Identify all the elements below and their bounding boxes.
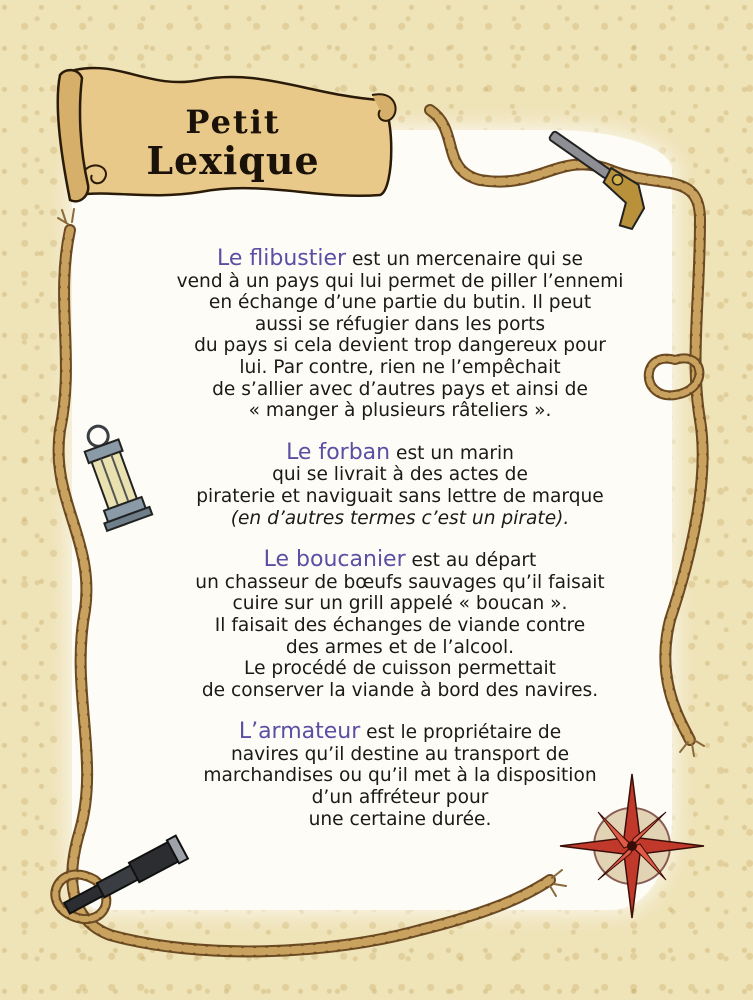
entry-line: de conserver la viande à bord des navires. <box>201 679 599 701</box>
entry-forban <box>140 439 660 529</box>
entry-line: navires qu’il destine au transport de <box>230 743 570 765</box>
entry-term: Le boucanier <box>263 547 406 573</box>
entry-line: de s’allier avec d’autres pays et ainsi de <box>212 378 588 400</box>
entry-line <box>140 248 660 271</box>
entry-text: est le propriétaire de <box>360 722 562 744</box>
entry-line: aussi se réfugier dans les ports <box>254 313 546 335</box>
entry-line: vend à un pays qui lui permet de piller l’ennemi <box>176 270 624 292</box>
entry-text: est au départ <box>405 550 537 572</box>
entry-line-italic: (en d’autres termes c’est un pirate). <box>230 507 570 529</box>
entry-text: est un mercenaire qui se <box>346 249 583 270</box>
entry-line: qui se livrait à des actes de <box>272 464 528 486</box>
entry-term: Le forban <box>286 439 391 465</box>
entry-line <box>140 721 660 744</box>
entry-line: du pays si cela devient trop dangereux pour <box>194 335 606 357</box>
entry-line: lui. Par contre, rien ne l’empêchait <box>239 356 561 378</box>
entry-line: Il faisait des échanges de viande contre <box>214 614 586 636</box>
page-title <box>118 103 348 193</box>
entry-line: cuire sur un grill appelé « boucan ». <box>232 593 568 615</box>
entry-line: une certaine durée. <box>308 808 492 830</box>
entry-term: Le flibustier <box>217 246 347 271</box>
entry-flibustier <box>140 248 660 422</box>
entry-line: piraterie et naviguait sans lettre de marque <box>196 485 604 507</box>
entry-boucanier <box>140 549 660 701</box>
title-line-1: Petit <box>185 103 281 141</box>
entry-line: « manger à plusieurs râteliers ». <box>248 400 552 422</box>
entry-line: Le procédé de cuisson permettait <box>244 658 556 680</box>
entry-line: marchandises ou qu’il met à la disposition <box>203 765 597 787</box>
entry-line <box>140 549 660 572</box>
entry-term: L’armateur <box>238 719 361 745</box>
entry-line: des armes et de l’alcool. <box>285 636 515 658</box>
entry-line: un chasseur de bœufs sauvages qu’il faisait <box>195 571 605 593</box>
entry-line: en échange d’une partie du butin. Il peut <box>208 292 592 314</box>
entry-line: d’un affréteur pour <box>311 787 489 809</box>
entry-text: est un marin <box>390 442 514 464</box>
lexicon-entries <box>140 248 660 850</box>
entry-line <box>140 439 660 465</box>
entry-armateur <box>140 721 660 830</box>
title-line-2: Lexique <box>146 138 320 183</box>
